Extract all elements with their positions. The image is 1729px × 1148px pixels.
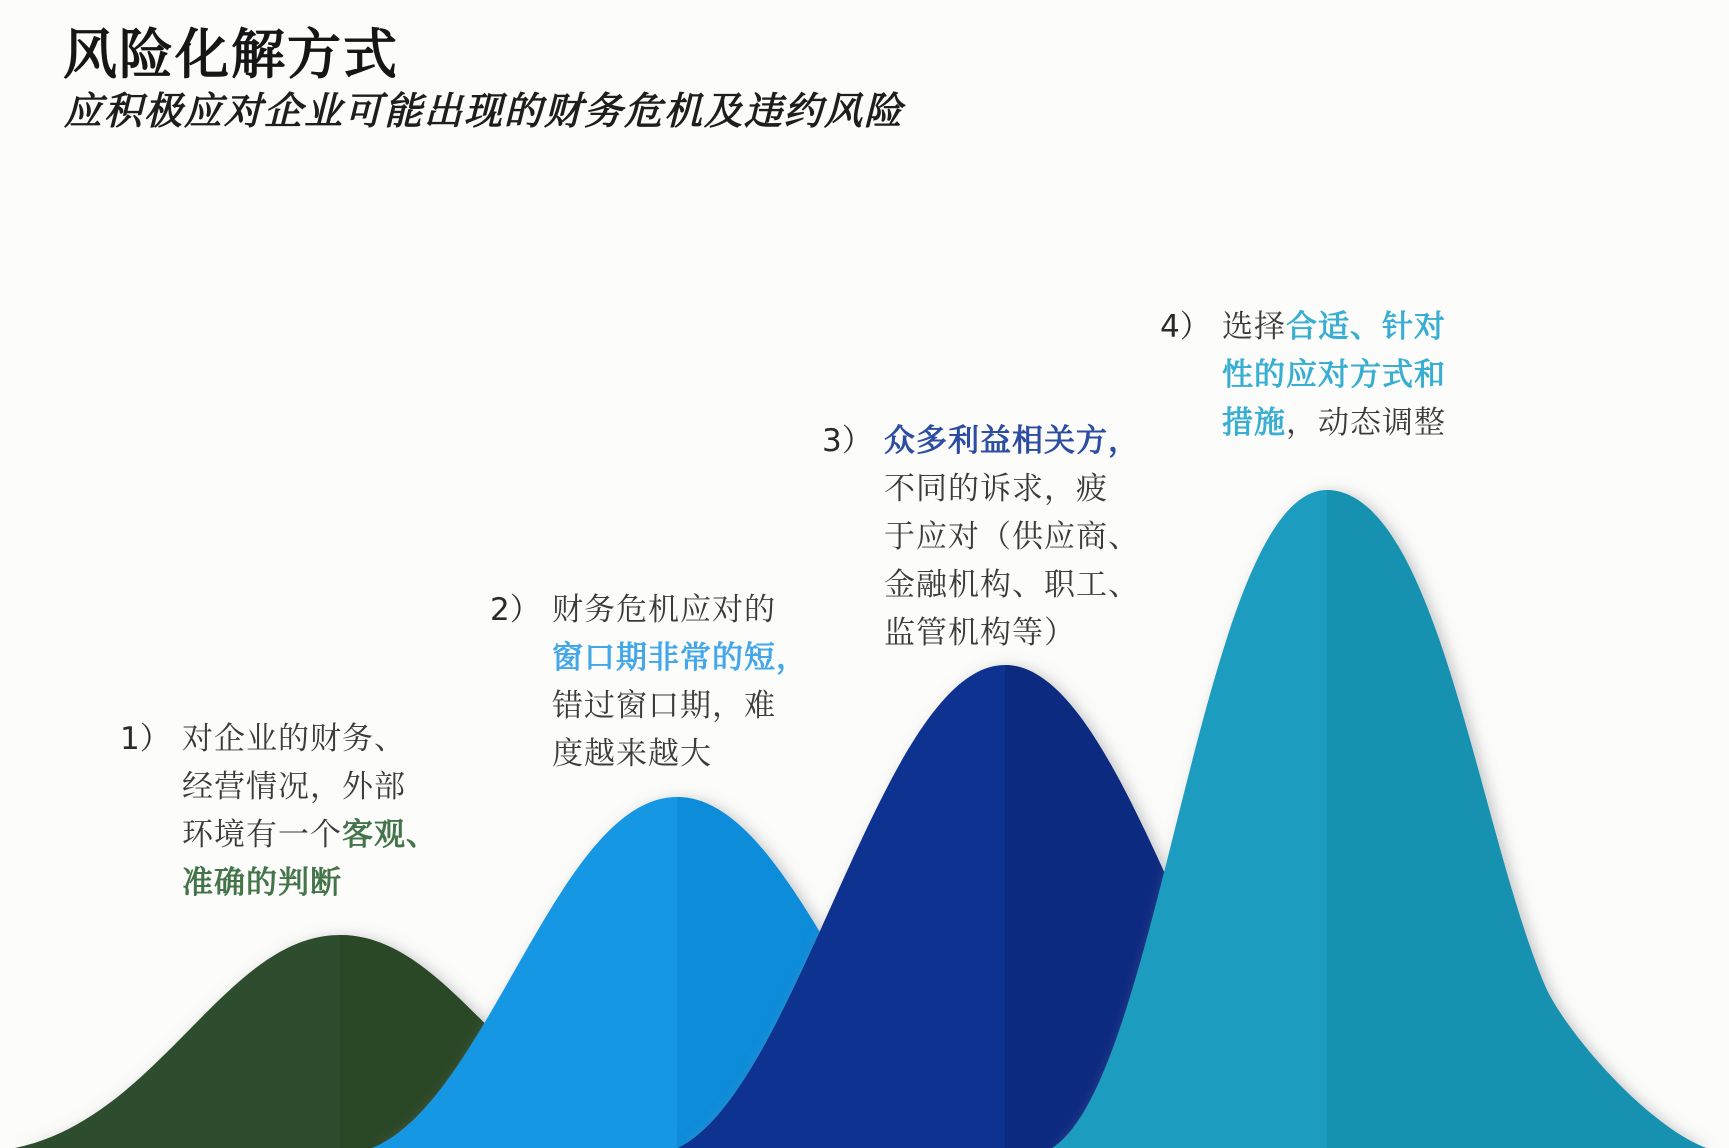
point-1-number: 1） (120, 721, 171, 757)
slide-subtitle: 应积极应对企业可能出现的财务危机及违约风险 (64, 89, 905, 133)
body-text: 不同的诉求，疲 (884, 471, 1108, 507)
point-2-number: 2） (490, 592, 541, 628)
annotation-point-2 (490, 586, 808, 778)
point-line (552, 682, 808, 730)
highlighted-text: 准确的判断 (182, 865, 342, 901)
slide-title: 风险化解方式 (63, 23, 399, 86)
highlighted-text: 措施 (1222, 405, 1286, 441)
body-text: 金融机构、职工、 (884, 567, 1140, 603)
point-line (182, 859, 438, 907)
body-text: 错过窗口期，难 (552, 688, 776, 724)
point-2-text (552, 586, 808, 778)
body-text: 经营情况，外部 (182, 769, 406, 805)
body-text: ，动态调整 (1286, 405, 1446, 441)
body-text: 度越来越大 (552, 736, 712, 772)
point-1-text (182, 715, 438, 907)
body-text: 财务危机应对的 (552, 592, 776, 628)
point-line (884, 609, 1140, 657)
annotation-point-1 (120, 715, 438, 907)
point-line (1222, 303, 1446, 351)
annotation-point-4 (1160, 303, 1446, 447)
point-line (552, 730, 808, 778)
point-4-number: 4） (1160, 309, 1211, 345)
point-line (884, 417, 1140, 465)
point-3-number: 3） (822, 423, 873, 459)
body-text: 环境有一个 (182, 817, 342, 853)
point-line (884, 561, 1140, 609)
highlighted-text: 合适、针对 (1286, 309, 1446, 345)
highlighted-text: 窗口期非常的短， (552, 640, 808, 676)
highlighted-text: 性的应对方式和 (1222, 357, 1446, 393)
body-text: 对企业的财务、 (182, 721, 406, 757)
point-4-text (1222, 303, 1446, 447)
point-3-text (884, 417, 1140, 657)
point-line (552, 586, 808, 634)
body-text: 于应对（供应商、 (884, 519, 1140, 555)
mountain-4-teal (1052, 490, 1706, 1148)
highlighted-text: 众多利益相关方， (884, 423, 1140, 459)
point-line (884, 465, 1140, 513)
point-line (182, 763, 438, 811)
annotation-point-3 (822, 417, 1140, 657)
highlighted-text: 客观、 (342, 817, 438, 853)
point-line (884, 513, 1140, 561)
point-line (1222, 399, 1446, 447)
mountain-4-right-half (1327, 490, 1706, 1148)
point-line (182, 715, 438, 763)
point-line (182, 811, 438, 859)
body-text: 监管机构等） (884, 615, 1076, 651)
point-line (552, 634, 808, 682)
body-text: 选择 (1222, 309, 1286, 345)
point-line (1222, 351, 1446, 399)
